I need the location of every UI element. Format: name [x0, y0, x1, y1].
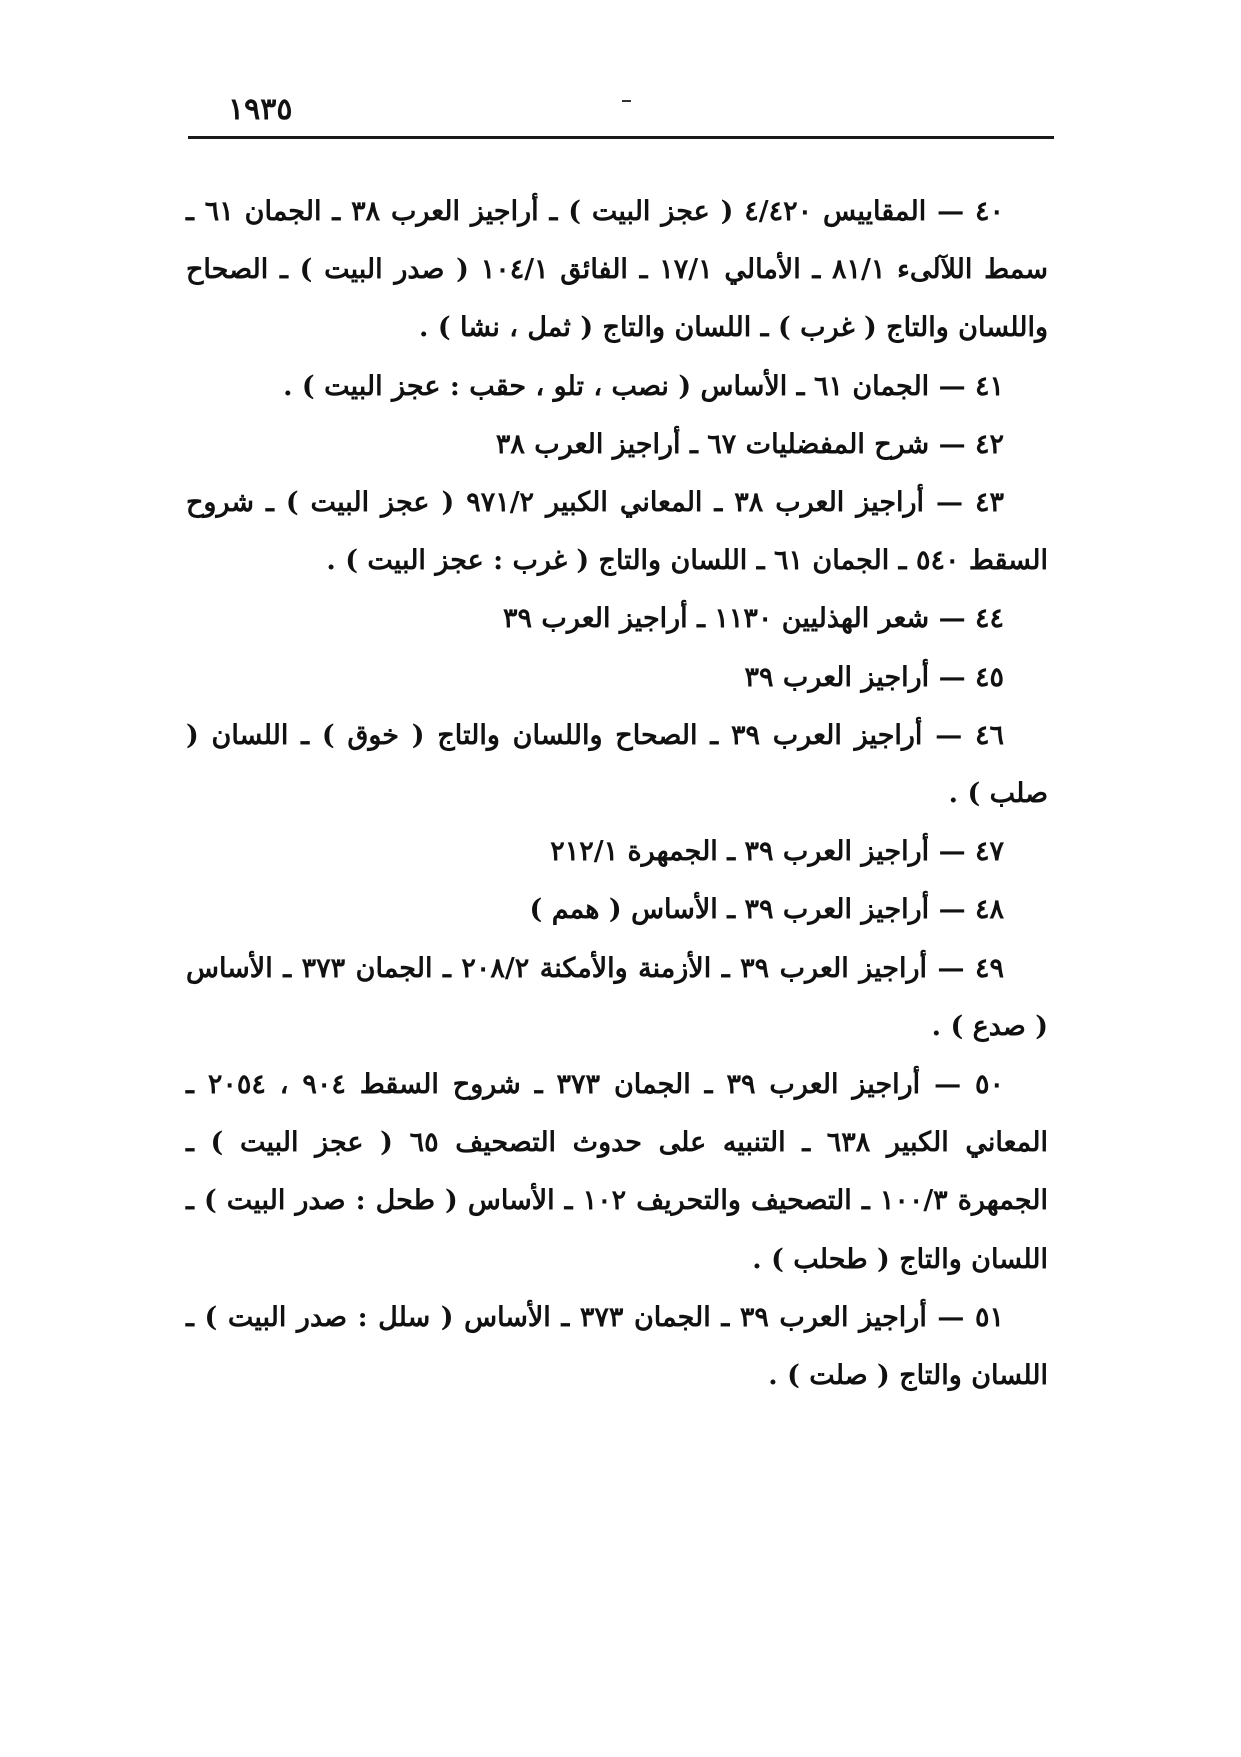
reference-entry-41: ٤١ — الجمان ٦١ ـ الأساس ( نصب ، تلو ، حقب : عجز البيت ) . — [283, 370, 1004, 402]
reference-entry-40: ٤٠ — المقاييس ٤/٤٢٠ ( عجز البيت ) ـ أراجيز العرب ٣٨ ـ الجمان ٦١ ـ سمط اللآلىء ٨١/١ ـ الأمالي ١٧/١ ـ الفائق ١٠٤/١ ( صدر البيت ) ـ الصحاح واللسان والتاج ( غرب ) ـ اللسان والتاج ( ثمل ، نشا ) . — [186, 196, 1048, 344]
reference-entry-50: ٥٠ — أراجيز العرب ٣٩ ـ الجمان ٣٧٣ ـ شروح السقط ٩٠٤ ، ٢٠٥٤ ـ المعاني الكبير ٦٣٨ ـ التنبيه على حدوث التصحيف ٦٥ ( عجز البيت ) ـ الجمهرة ١٠٠/٣ ـ التصحيف والتحريف ١٠٢ ـ الأساس ( طحل : صدر البيت ) ـ اللسان والتاج ( طحلب ) . — [186, 1069, 1049, 1275]
header-mark — [622, 100, 631, 102]
page-number: ١٩٣٥ — [228, 92, 293, 127]
reference-entry-49: ٤٩ — أراجيز العرب ٣٩ ـ الأزمنة والأمكنة ٢٠٨/٢ ـ الجمان ٣٧٣ ـ الأساس ( صدع ) . — [186, 952, 1048, 1042]
reference-entry-44: ٤٤ — شعر الهذليين ١١٣٠ ـ أراجيز العرب ٣٩ — [503, 603, 1004, 635]
reference-entry-42: ٤٢ — شرح المفضليات ٦٧ ـ أراجيز العرب ٣٨ — [495, 428, 1004, 460]
reference-entry-45: ٤٥ — أراجيز العرب ٣٩ — [744, 661, 1004, 693]
reference-entry-47: ٤٧ — أراجيز العرب ٣٩ ـ الجمهرة ٢١٢/١ — [550, 836, 1004, 868]
references-list — [186, 183, 1048, 1405]
reference-entry-48: ٤٨ — أراجيز العرب ٣٩ ـ الأساس ( همم ) — [529, 894, 1004, 926]
reference-entry-43: ٤٣ — أراجيز العرب ٣٨ ـ المعاني الكبير ٩٧١/٢ ( عجز البيت ) ـ شروح السقط ٥٤٠ ـ الجمان ٦١ ـ اللسان والتاج ( غرب : عجز البيت ) . — [186, 487, 1048, 577]
reference-entry-51: ٥١ — أراجيز العرب ٣٩ ـ الجمان ٣٧٣ ـ الأساس ( سلل : صدر البيت ) ـ اللسان والتاج ( صلت ) . — [186, 1301, 1048, 1392]
reference-entry-46: ٤٦ — أراجيز العرب ٣٩ ـ الصحاح واللسان والتاج ( خوق ) ـ اللسان ( صلب ) . — [186, 719, 1048, 810]
header-rule — [188, 136, 1054, 139]
